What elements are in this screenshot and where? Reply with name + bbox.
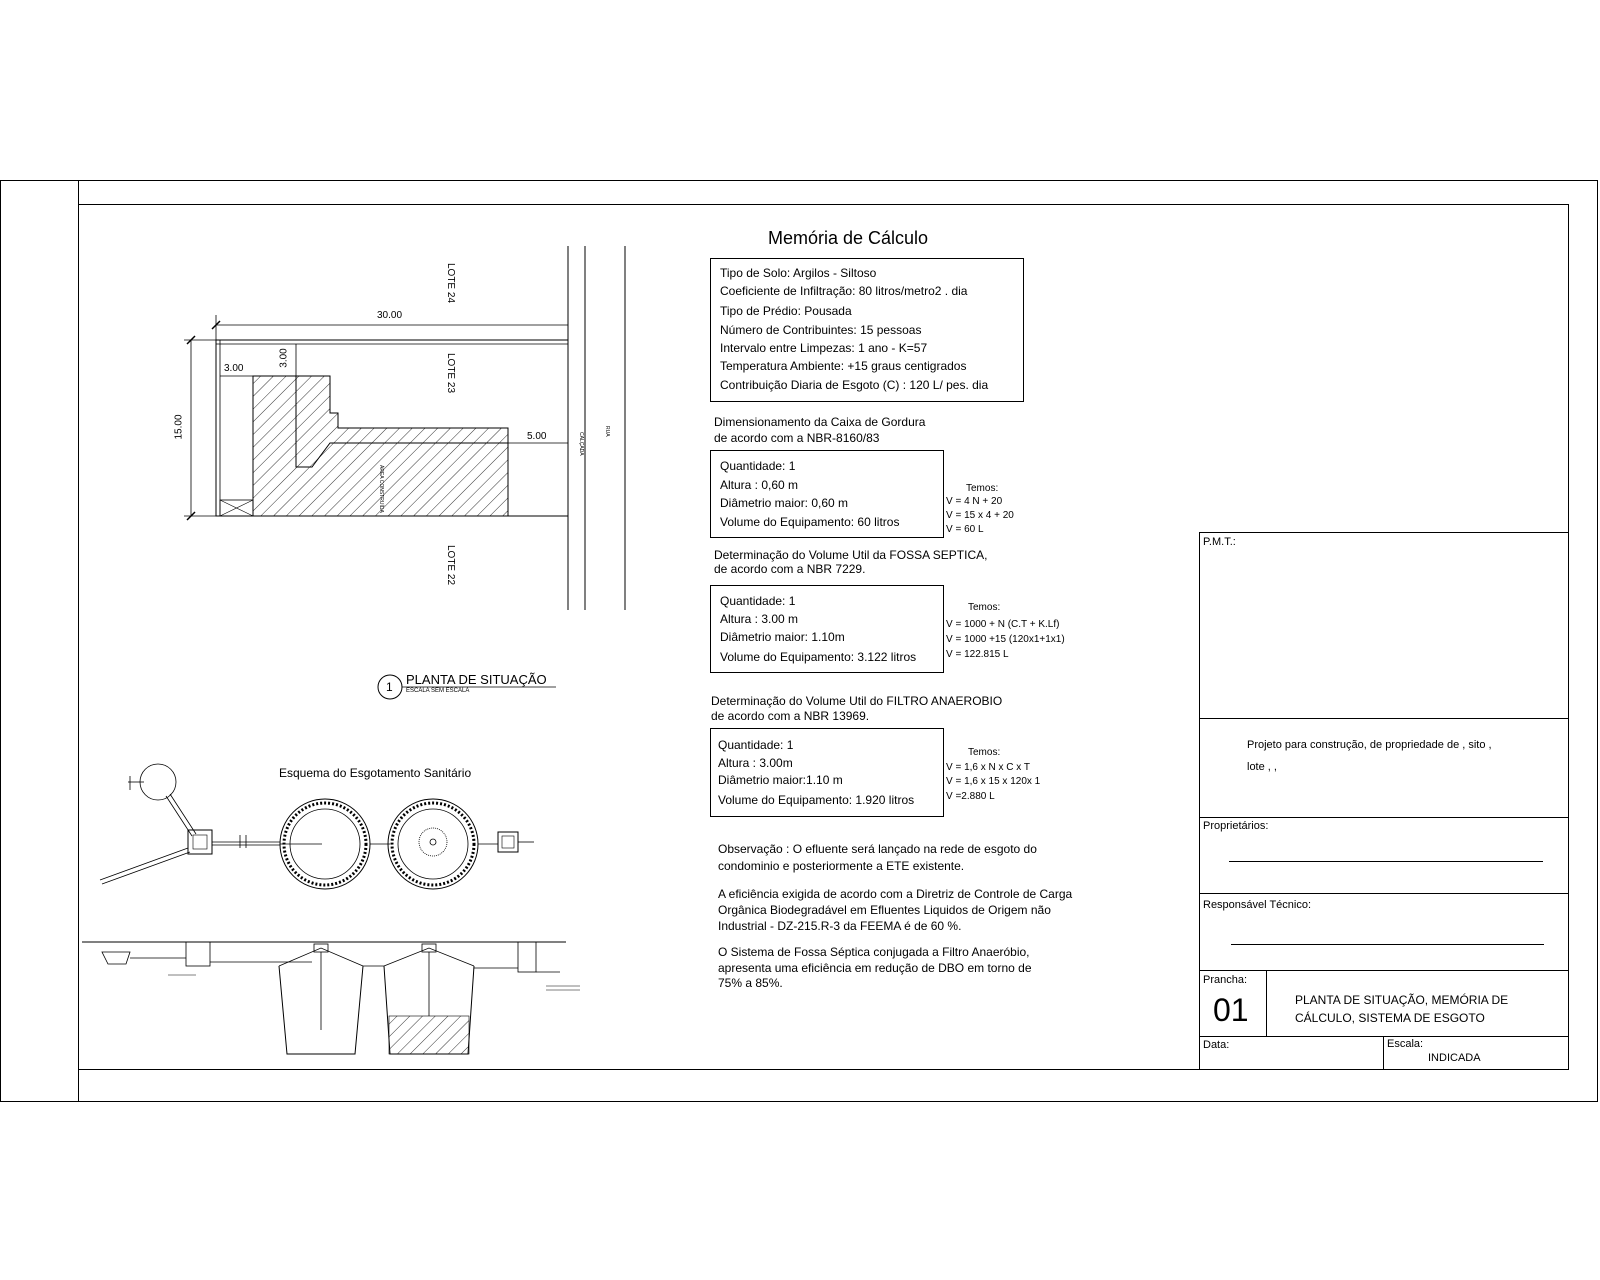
note-system: apresenta uma eficiência em redução de DBO em torno de — [718, 961, 1032, 975]
date-label: Data: — [1203, 1039, 1230, 1051]
grease-box-heading: Dimensionamento da Caixa de Gordura — [714, 415, 926, 429]
septic-calc: V = 1000 + N (C.T + K.Lf) — [946, 619, 1060, 630]
divider — [1383, 1036, 1384, 1070]
scale-label: Escala: — [1387, 1038, 1424, 1050]
dim-5-label: 5.00 — [527, 431, 547, 442]
septic-line: Volume do Equipamento: 3.122 litros — [720, 650, 917, 664]
title-block — [1199, 532, 1569, 1070]
view-label-title: PLANTA DE SITUAÇÃO — [406, 672, 547, 687]
project-description: Projeto para construção, de propriedade de , sito , — [1247, 739, 1492, 751]
septic-calc: V = 122.815 L — [946, 649, 1009, 660]
divider — [1199, 1036, 1569, 1037]
septic-line: Altura : 3.00 m — [720, 612, 799, 626]
note-system: 75% a 85%. — [718, 976, 783, 990]
dim-height-label: 15.00 — [173, 414, 185, 440]
sheet-number: 01 — [1213, 992, 1249, 1028]
septic-calc: Temos: — [968, 602, 1001, 613]
divider — [1199, 817, 1569, 818]
grease-calc: V = 4 N + 20 — [946, 496, 1003, 507]
filter-calc: Temos: — [968, 747, 1001, 758]
general-line: Tipo de Prédio: Pousada — [720, 304, 852, 318]
filter-calc: V = 1,6 x 15 x 120x 1 — [946, 776, 1041, 787]
lote-23-label: LOTE 23 — [445, 352, 457, 394]
anaerobic-filter-heading: Determinação do Volume Util do FILTRO ANAEROBIO — [711, 694, 1003, 708]
note-observation: Observação : O efluente será lançado na rede de esgoto do — [718, 842, 1037, 856]
divider — [1266, 970, 1267, 1036]
view-label-number: 1 — [386, 680, 393, 694]
septic-tank-heading: Determinação do Volume Util da FOSSA SEPTICA, — [714, 548, 988, 562]
owner-signature-line — [1229, 861, 1543, 862]
scale-value: INDICADA — [1428, 1052, 1481, 1064]
sheet-title: PLANTA DE SITUAÇÃO, MEMÓRIA DE — [1295, 993, 1509, 1007]
filter-line: Volume do Equipamento: 1.920 litros — [718, 793, 915, 807]
lote-24-label: LOTE 24 — [445, 262, 457, 304]
septic-tank-heading-2: de acordo com a NBR 7229. — [714, 562, 866, 576]
note-system: O Sistema de Fossa Séptica conjugada a Filtro Anaeróbio, — [718, 945, 1030, 959]
general-line: Tipo de Solo: Argilos - Siltoso — [720, 266, 877, 280]
septic-calc: V = 1000 +15 (120x1+1x1) — [946, 634, 1065, 645]
grease-calc: Temos: — [966, 483, 999, 494]
view-label-scale: ESCALA SEM ESCALA — [406, 688, 470, 694]
general-line: Temperatura Ambiente: +15 graus centigrados — [720, 359, 967, 373]
grease-line: Quantidade: 1 — [720, 459, 796, 473]
grease-line: Volume do Equipamento: 60 litros — [720, 515, 900, 529]
sheet-label: Prancha: — [1203, 974, 1248, 986]
sheet-title-2: CÁLCULO, SISTEMA DE ESGOTO — [1295, 1011, 1485, 1025]
filter-line: Diâmetrio maior:1.10 m — [718, 773, 843, 787]
filter-line: Altura : 3.00m — [718, 756, 793, 770]
note-observation: condominio e posteriormente a ETE existente. — [718, 859, 965, 873]
filter-calc: V = 1,6 x N x C x T — [946, 762, 1031, 773]
grease-calc: V = 15 x 4 + 20 — [946, 510, 1014, 521]
dim-3-vertical-label: 3.00 — [278, 348, 290, 368]
general-line: Coeficiente de Infiltração: 80 litros/metro2 . dia — [720, 284, 968, 298]
calc-memory-title: Memória de Cálculo — [768, 228, 929, 248]
project-description-2: lote , , — [1247, 761, 1277, 773]
lote-22-label: LOTE 22 — [445, 544, 457, 586]
grease-box-heading-2: de acordo com a NBR-8160/83 — [714, 431, 880, 445]
divider — [1199, 718, 1569, 719]
technical-lead-label: Responsável Técnico: — [1203, 899, 1312, 911]
grease-line: Diâmetrio maior: 0,60 m — [720, 496, 849, 510]
note-efficiency: Orgânica Biodegradável em Efluentes Liquidos de Origem não — [718, 903, 1051, 917]
anaerobic-filter-heading-2: de acordo com a NBR 13969. — [711, 709, 870, 723]
divider — [1199, 970, 1569, 971]
septic-line: Quantidade: 1 — [720, 594, 796, 608]
dim-width-label: 30.00 — [377, 310, 403, 321]
note-efficiency: Industrial - DZ-215.R-3 da FEEMA é de 60 %. — [718, 919, 962, 933]
septic-line: Diâmetrio maior: 1.10m — [720, 630, 845, 644]
note-efficiency: A eficiência exigida de acordo com a Diretriz de Controle de Carga — [718, 887, 1073, 901]
svg-text:CALÇADA: CALÇADA — [578, 432, 584, 456]
grease-line: Altura : 0,60 m — [720, 478, 799, 492]
general-line: Contribuição Diaria de Esgoto (C) : 120 L/ pes. dia — [720, 378, 989, 392]
pmt-label: P.M.T.: — [1203, 536, 1236, 548]
filter-calc: V =2.880 L — [946, 791, 995, 802]
svg-text:ÁREA CONSTRUÍDA: ÁREA CONSTRUÍDA — [378, 465, 384, 513]
dim-3-horizontal-label: 3.00 — [224, 363, 244, 374]
general-line: Número de Contribuintes: 15 pessoas — [720, 323, 922, 337]
tech-signature-line — [1231, 944, 1544, 945]
owners-label: Proprietários: — [1203, 820, 1269, 832]
divider — [1199, 893, 1569, 894]
grease-calc: V = 60 L — [946, 524, 984, 535]
svg-text:RUA: RUA — [604, 426, 610, 437]
general-line: Intervalo entre Limpezas: 1 ano - K=57 — [720, 341, 928, 355]
filter-line: Quantidade: 1 — [718, 738, 794, 752]
schema-title: Esquema do Esgotamento Sanitário — [279, 766, 472, 780]
